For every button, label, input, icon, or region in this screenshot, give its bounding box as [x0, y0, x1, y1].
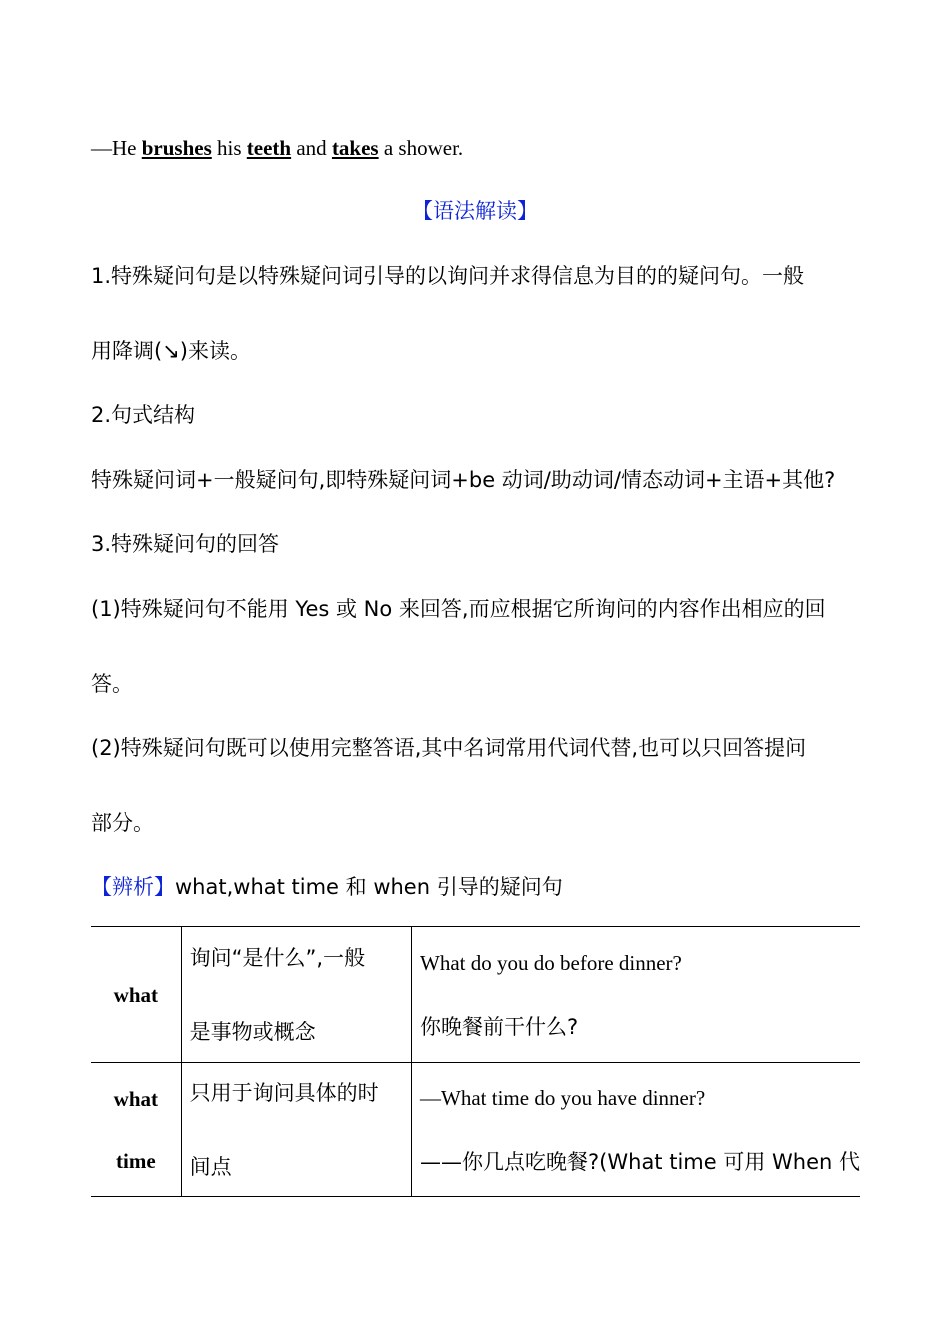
point-1-line-1: 1.特殊疑问句是以特殊疑问词引导的以询问并求得信息为目的的疑问句。一般 — [91, 264, 805, 288]
word-label: what — [113, 982, 158, 1007]
example-line: ——你几点吃晚餐?(What time 可用 When 代 — [420, 1149, 860, 1174]
point-2-title: 2.句式结构 — [91, 403, 196, 427]
table-cell-example — [412, 1063, 860, 1197]
analysis-line — [91, 872, 563, 902]
dialogue-text: and — [291, 136, 332, 160]
usage-line: 询问“是什么”,一般 — [189, 945, 366, 970]
table-cell-usage — [181, 927, 411, 1063]
dialogue-line — [91, 133, 463, 163]
table-cell-word — [91, 927, 181, 1063]
word-label: time — [116, 1148, 156, 1173]
comparison-table — [91, 926, 860, 1197]
example-line: —What time do you have dinner? — [420, 1085, 706, 1110]
analysis-text: what,what time 和 when 引导的疑问句 — [175, 875, 563, 899]
example-line: What do you do before dinner? — [420, 950, 682, 975]
key-word-takes: takes — [331, 136, 379, 160]
table-row — [91, 1063, 860, 1197]
usage-line: 是事物或概念 — [189, 1019, 316, 1044]
point-1-line-2: 用降调(↘)来读。 — [91, 339, 251, 363]
dialogue-text: his — [211, 136, 247, 160]
section-title: 【语法解读】 — [412, 199, 538, 223]
table-row — [91, 927, 860, 1063]
point-3-2-line-1: (2)特殊疑问句既可以使用完整答语,其中名词常用代词代替,也可以只回答提问 — [91, 736, 807, 760]
usage-line: 间点 — [189, 1154, 232, 1179]
word-label: what — [113, 1086, 158, 1111]
key-word-brushes: brushes — [141, 136, 212, 160]
point-3-2-line-2: 部分。 — [91, 811, 154, 835]
dialogue-text: a shower. — [378, 136, 464, 160]
point-3-1-line-2: 答。 — [91, 672, 133, 696]
usage-line: 只用于询问具体的时 — [189, 1080, 379, 1105]
example-line: 你晚餐前干什么? — [420, 1014, 579, 1039]
point-2-body: 特殊疑问词+一般疑问句,即特殊疑问词+be 动词/助动词/情态动词+主语+其他? — [91, 468, 836, 492]
dialogue-dash: —He — [91, 136, 142, 160]
key-word-teeth: teeth — [246, 136, 292, 160]
table-cell-example — [412, 927, 860, 1063]
point-3-1-line-1: (1)特殊疑问句不能用 Yes 或 No 来回答,而应根据它所询问的内容作出相应的回 — [91, 597, 826, 621]
analysis-label: 【辨析】 — [91, 875, 175, 899]
table-cell-usage — [181, 1063, 411, 1197]
point-3-title: 3.特殊疑问句的回答 — [91, 532, 280, 556]
table-cell-word — [91, 1063, 181, 1197]
